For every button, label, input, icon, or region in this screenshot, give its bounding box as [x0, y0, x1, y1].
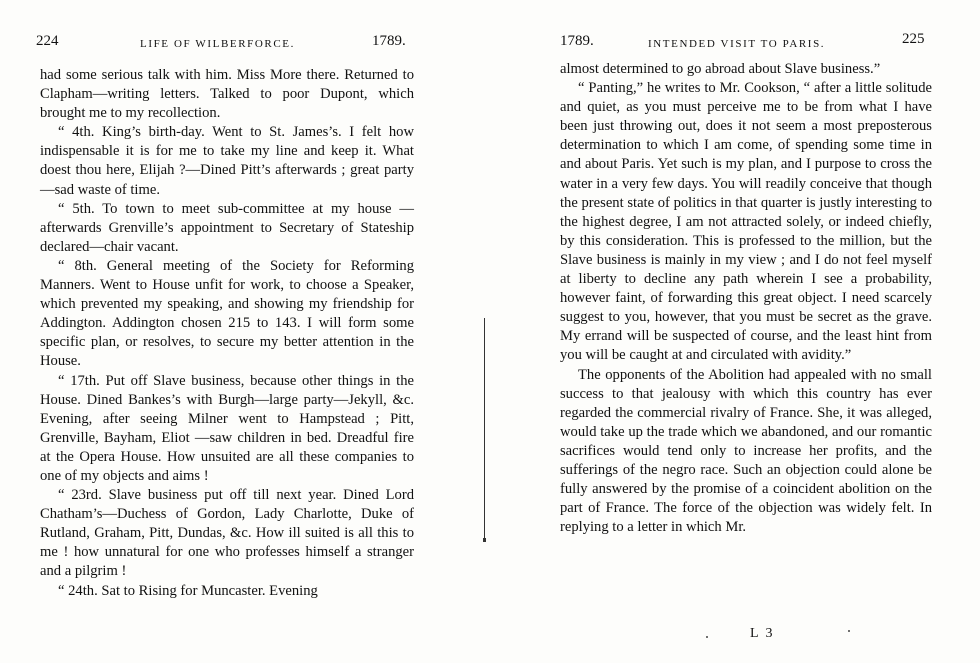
left-page-number: 224	[36, 33, 59, 49]
right-page-number: 225	[902, 31, 925, 47]
right-paragraph: “ Panting,” he writes to Mr. Cookson, “ after a little solitude and quiet, as you must perceive me to be from what I have been just throwing out, does it not seem a most preposterous determination to which I am come, of spending some time in and about Paris. Yet such is my plan, and I purpose to cross the water in a very few days. You will readily conceive that though the present state of politics in that quarter is justly interesting to the highest degree, I am not attracted solely, or indeed chiefly, by this consideration. This is professed to the million, but the Slave business is mainly in my view ; and I do not feel myself at liberty to decline any path wherein I see a probability, however faint, of forwarding this great object. I need scarcely suggest to you, however, that you must be secret as the grave. My errand will be suspected of course, and the least hint from you will be caught at and circulated with avidity.”	[560, 80, 932, 364]
left-paragraph: had some serious talk with him. Miss More there. Returned to Clapham—writing letters. Talked to poor Dupont, which brought me to my recollection.	[40, 67, 414, 122]
right-page	[486, 0, 980, 663]
left-paragraph: “ 17th. Put off Slave business, because other things in the House. Dined Bankes’s with Burgh—large party—Jekyll, &c. Evening, after seeing Milner went to Hampstead ; Pitt, Grenville, Bayham, Eliot —saw children in bed. Dreadful fire at the Opera House. How unsuited are all these companies to one of my objects and aims !	[40, 372, 414, 484]
left-year: 1789.	[372, 33, 406, 49]
right-paragraph: almost determined to go abroad about Slave business.”	[560, 61, 881, 77]
left-body	[40, 66, 414, 601]
right-body	[560, 60, 932, 537]
right-paragraph: The opponents of the Abolition had appealed with no small success to that jealousy with which this country has ever regarded the commercial rivalry of France. She, it was alleged, would take up the trade which we abandoned, and our romantic sacrifices would tend only to increase her profits, and the sufferings of the negro race. Such an objection could alone be fully answered by the promise of a coincident abolition on the part of France. The force of the objection was widely felt. In replying to a letter in which Mr.	[560, 366, 932, 536]
speck	[848, 630, 850, 632]
speck	[706, 636, 708, 638]
right-year: 1789.	[560, 33, 594, 49]
left-paragraph: “ 5th. To town to meet sub-committee at my house —afterwards Grenville’s appointment to Secretary of Stateship declared—chair vacant.	[40, 200, 414, 255]
left-page	[0, 0, 480, 663]
left-running-title: LIFE OF WILBERFORCE.	[140, 38, 295, 50]
left-paragraph: “ 8th. General meeting of the Society for Reforming Manners. Went to House unfit for work, to choose a Speaker, which prevented my speaking, and showing my friendship for Addington. Addington chosen 215 to 143. I will form some specific plan, or resolves, to secure my better attention in the House.	[40, 257, 414, 370]
left-paragraph: “ 4th. King’s birth-day. Went to St. James’s. I felt how indispensable it is for me to take my line and keep it. What doest thou here, Elijah ?—Dined Pitt’s afterwards ; great party—sad waste of time.	[40, 124, 414, 198]
left-paragraph: “ 23rd. Slave business put off till next year. Dined Lord Chatham’s—Duchess of Gordon, Lady Charlotte, Duke of Rutland, Graham, Pitt, Dundas, &c. How ill suited is all this to me ! how unnatural for one who professes himself a stranger and a pilgrim !	[40, 487, 414, 580]
right-running-title: INTENDED VISIT TO PARIS.	[648, 38, 826, 50]
gutter-line	[484, 318, 485, 540]
signature-mark: L 3	[750, 626, 775, 641]
left-paragraph: “ 24th. Sat to Rising for Muncaster. Evening	[58, 582, 318, 599]
